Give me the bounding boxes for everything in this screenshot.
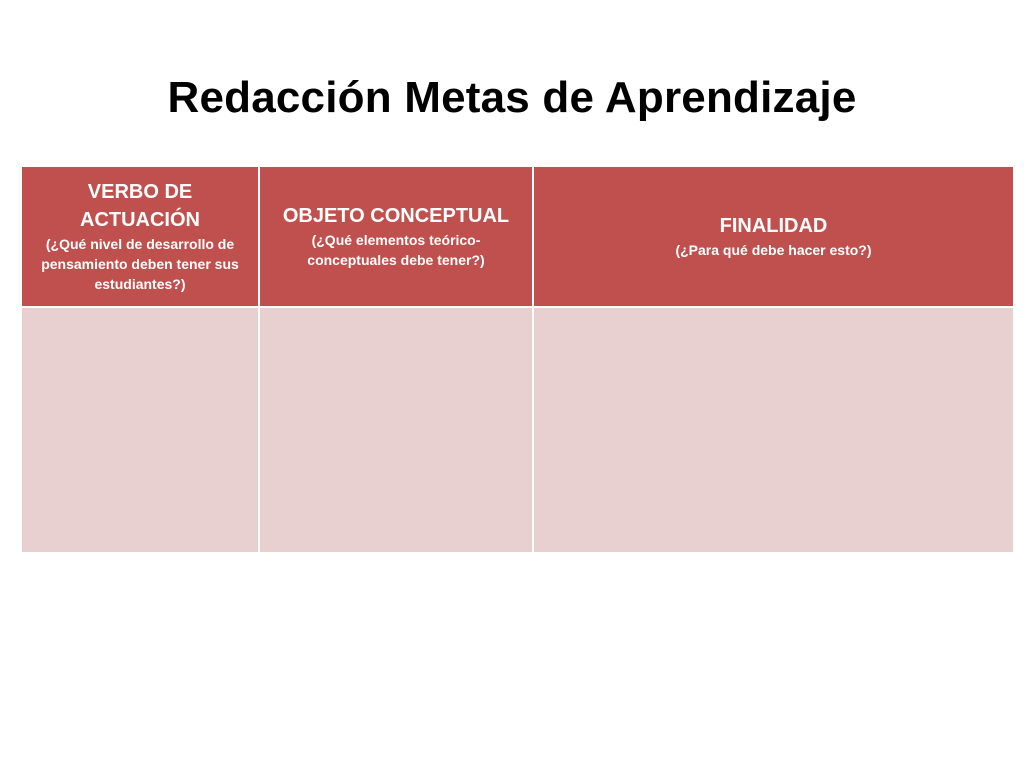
- header-cell-verbo: [21, 166, 259, 307]
- header-finalidad-question: (¿Para qué debe hacer esto?): [675, 242, 872, 259]
- table-cell-objeto: [259, 307, 533, 553]
- learning-goals-table: [20, 165, 1015, 554]
- header-verbo-heading: VERBO DE ACTUACIÓN: [80, 181, 200, 232]
- slide-title: Redacción Metas de Aprendizaje: [167, 73, 857, 122]
- header-objeto-question: (¿Qué elementos teórico-conceptuales debe tener?): [307, 232, 485, 269]
- header-verbo-question: (¿Qué nivel de desarrollo de pensamiento deben tener sus estudiantes?): [41, 236, 239, 293]
- header-objeto-heading: OBJETO CONCEPTUAL: [282, 205, 510, 228]
- table-header-row: [21, 166, 1014, 307]
- table-cell-finalidad: [533, 307, 1014, 553]
- header-cell-objeto: [259, 166, 533, 307]
- table-cell-verbo: [21, 307, 259, 553]
- header-finalidad-heading: FINALIDAD: [719, 215, 828, 238]
- header-cell-finalidad: [533, 166, 1014, 307]
- table-row: [21, 307, 1014, 553]
